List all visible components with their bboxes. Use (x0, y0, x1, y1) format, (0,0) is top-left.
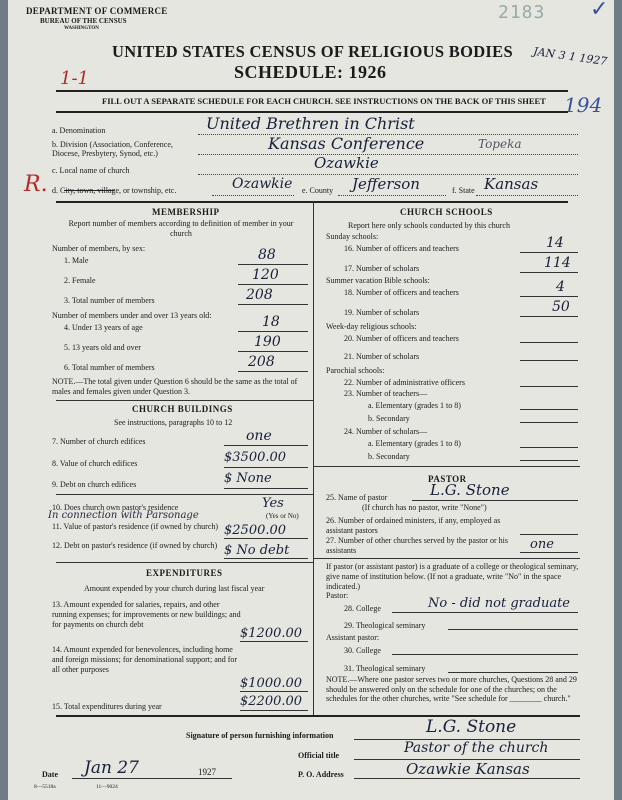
q28-value: No - did not graduate (428, 596, 570, 611)
q6-value: 208 (248, 354, 275, 370)
q8-label: 8. Value of church edifices (52, 459, 138, 468)
q19-value: 50 (552, 299, 570, 315)
q12-value: $ No debt (224, 543, 290, 558)
q25-label: 25. Name of pastor (326, 493, 388, 502)
graduate-note: If pastor (or assistant pastor) is a graduate of a college or theological seminary, give name of institution below. (If not a graduate, write "No" in the space indicated.) (326, 562, 579, 591)
q3-label: 3. Total number of members (64, 296, 155, 305)
signature-label: Signature of person furnishing information (186, 731, 334, 740)
q11-value: $2500.00 (224, 523, 287, 538)
division-line (198, 154, 578, 155)
q31-label: 31. Theological seminary (344, 664, 426, 673)
q10-label: 10. Does church own pastor's residence (52, 503, 179, 512)
membership-end-rule (56, 400, 313, 401)
q23b-line (520, 422, 578, 423)
q1-label: 1. Male (64, 256, 89, 265)
q12-label: 12. Debt on pastor's residence (if owned by church) (52, 541, 218, 550)
form-title: UNITED STATES CENSUS OF RELIGIOUS BODIES (112, 42, 513, 61)
q24-label: 24. Number of scholars— (344, 427, 428, 436)
church-name-value: Ozawkie (314, 154, 379, 172)
q5-value: 190 (254, 334, 281, 350)
official-title-label: Official title (298, 751, 340, 760)
city-line (212, 195, 294, 196)
q17-line (520, 272, 578, 273)
city-label: WASHINGTON (64, 26, 99, 31)
pastor-title: PASTOR (428, 474, 467, 484)
schools-title: CHURCH SCHOOLS (400, 207, 493, 217)
q4-line (238, 331, 308, 332)
review-mark-r: R. (24, 172, 48, 197)
q22-line (520, 386, 578, 387)
state-label: f. State (452, 186, 475, 195)
q8-value: $3500.00 (224, 450, 287, 465)
received-stamp: JAN 3 1 1927 (532, 44, 609, 69)
weekday-label: Week-day religious schools: (326, 322, 417, 331)
schools-intro: Report here only schools conducted by this church (348, 221, 510, 230)
division-note: Topeka (478, 137, 522, 151)
q9-label: 9. Debt on church edifices (52, 480, 137, 489)
census-form-page (8, 0, 614, 800)
q26-label: 26. Number of ordained ministers, if any, employed as assistant pastors (326, 516, 501, 535)
q2-label: 2. Female (64, 276, 96, 285)
q7-line (224, 445, 308, 446)
q17-label: 17. Number of scholars (344, 264, 420, 273)
q15-line (240, 710, 308, 711)
city-label-field: d. City, town, village, or township, etc. (52, 186, 177, 195)
pastor-label: Pastor: (326, 591, 349, 600)
q25-value: L.G. Stone (430, 481, 510, 499)
q28-label: 28. College (344, 604, 381, 613)
q21-line (520, 360, 578, 361)
q2-value: 120 (252, 267, 279, 283)
membership-title: MEMBERSHIP (152, 207, 220, 217)
bureau-label: BUREAU OF THE CENSUS (40, 17, 127, 25)
q19-label: 19. Number of scholars (344, 308, 420, 317)
q6-line (238, 371, 308, 372)
pastor-mid-rule (313, 558, 580, 559)
q5-line (238, 351, 308, 352)
parochial-label: Parochial schools: (326, 366, 385, 375)
date-label: Date (42, 770, 58, 779)
q11-line (224, 538, 308, 539)
schedule-title: SCHEDULE: 1926 (234, 62, 387, 82)
q27-line (520, 552, 578, 553)
q8-line (224, 467, 308, 468)
q11-label: 11. Value of pastor's residence (if owned by church) (52, 522, 219, 531)
q10-note: (Yes or No) (266, 512, 299, 520)
q10-scribble: In connection with Parsonage (48, 510, 199, 521)
division-value: Kansas Conference (268, 134, 425, 153)
q25-line (412, 500, 578, 501)
q18-label: 18. Number of officers and teachers (344, 288, 459, 297)
signature-value: L.G. Stone (426, 717, 517, 737)
q21-label: 21. Number of scholars (344, 352, 420, 361)
number-left: 1-1 (60, 68, 89, 89)
q25-note: (If church has no pastor, write "None") (362, 503, 487, 512)
q24b-label: b. Secondary (368, 452, 410, 461)
pastor-note: NOTE.—Where one pastor serves two or more churches, Questions 28 and 29 should be answered only on the schedule for one of the churches; on the schedules for the other churches, write "See schedule for ________ church." (326, 675, 577, 703)
membership-note: NOTE.—The total given under Question 6 should be the same as the total of males and females given under Question 3. (52, 377, 298, 396)
q16-line (520, 252, 578, 253)
q10-value: Yes (262, 496, 284, 511)
summer-label: Summer vacation Bible schools: (326, 276, 430, 285)
buildings-title: CHURCH BUILDINGS (132, 404, 233, 414)
q20-label: 20. Number of officers and teachers (344, 334, 459, 343)
q14-label: 14. Amount expended for benevolences, including home and foreign missions; for denominational support; and for all other purposes (52, 645, 238, 674)
q14-value: $1000.00 (240, 676, 303, 691)
county-label: e. County (302, 186, 334, 195)
expenditures-intro: Amount expended by your church during last fiscal year (84, 584, 265, 593)
q24a-line (520, 447, 578, 448)
q13-value: $1200.00 (240, 626, 303, 641)
schools-end-rule (313, 466, 580, 467)
q2-line (238, 284, 308, 285)
q23a-line (520, 409, 578, 410)
q13-label: 13. Amount expended for salaries, repairs, and other running expenses; for improvements or new buildings; and for payments on church debt (52, 600, 241, 629)
form-number: 8—5518a (34, 784, 56, 790)
q24a-label: a. Elementary (grades 1 to 8) (368, 439, 461, 448)
po-address-label: P. O. Address (298, 770, 344, 779)
members-by-sex: Number of members, by sex: (52, 244, 146, 253)
q28-line (392, 612, 578, 613)
form-number-secondary: 11—9024 (96, 784, 118, 790)
assistant-label: Assistant pastor: (326, 633, 380, 642)
column-divider (313, 201, 314, 715)
q14-line (240, 691, 308, 692)
q9-value: $ None (224, 471, 272, 486)
po-address-value: Ozawkie Kansas (406, 760, 530, 778)
q18-value: 4 (556, 279, 565, 295)
q3-line (238, 304, 308, 305)
q5-label: 5. 13 years old and over (64, 343, 141, 352)
q16-value: 14 (546, 235, 564, 251)
q20-line (520, 342, 578, 343)
buildings-end-rule (56, 494, 313, 495)
church-name-label: c. Local name of church (52, 166, 130, 175)
official-title-value: Pastor of the church (404, 740, 549, 756)
county-value: Jefferson (352, 175, 420, 193)
city-value: Ozawkie (232, 176, 293, 192)
q7-label: 7. Number of church edifices (52, 437, 146, 446)
q18-line (520, 296, 578, 297)
q30-label: 30. College (344, 646, 381, 655)
q15-label: 15. Total expenditures during year (52, 702, 162, 711)
q31-line (448, 672, 578, 673)
state-line (476, 195, 578, 196)
q6-label: 6. Total number of members (64, 363, 155, 372)
header-rule-bottom (56, 111, 568, 113)
section-rule (56, 201, 568, 203)
q15-value: $2200.00 (240, 694, 303, 709)
buildings-intro: See instructions, paragraphs 10 to 12 (114, 418, 233, 427)
q16-label: 16. Number of officers and teachers (344, 244, 459, 253)
struck-text-line (64, 190, 114, 191)
po-address-line (354, 778, 580, 779)
q29-label: 29. Theological seminary (344, 621, 426, 630)
expenditures-title: EXPENDITURES (146, 568, 223, 578)
parsonage-end-rule (56, 562, 313, 563)
date-year: 1927 (198, 767, 216, 777)
header-rule-top (56, 90, 568, 92)
state-value: Kansas (484, 175, 539, 193)
denomination-value: United Brethren in Christ (206, 114, 415, 133)
q23-label: 23. Number of teachers— (344, 389, 428, 398)
q1-line (238, 264, 308, 265)
q23b-label: b. Secondary (368, 414, 410, 423)
department-label: DEPARTMENT OF COMMERCE (26, 6, 168, 16)
q4-label: 4. Under 13 years of age (64, 323, 143, 332)
division-label: b. Division (Association, Conference, Diocese, Presbytery, Synod, etc.) (52, 140, 173, 158)
sunday-label: Sunday schools: (326, 232, 379, 241)
number-right: 194 (564, 93, 603, 117)
q30-line (392, 654, 578, 655)
date-value: Jan 27 (84, 758, 139, 778)
denomination-label: a. Denomination (52, 126, 106, 135)
q29-line (448, 629, 578, 630)
q23a-label: a. Elementary (grades 1 to 8) (368, 401, 461, 410)
q12-line (224, 558, 308, 559)
membership-intro: Report number of members according to definition of member in your church (68, 219, 294, 238)
q24b-line (520, 460, 578, 461)
q22-label: 22. Number of administrative officers (344, 378, 465, 387)
q19-line (520, 316, 578, 317)
age-intro: Number of members under and over 13 years old: (52, 311, 212, 320)
date-line (72, 778, 232, 779)
q4-value: 18 (262, 314, 280, 330)
q3-value: 208 (246, 287, 273, 303)
q1-value: 88 (258, 247, 276, 263)
check-mark-icon: ✓ (590, 0, 609, 21)
q7-value: one (246, 428, 272, 444)
q27-value: one (530, 537, 554, 552)
q17-value: 114 (544, 255, 571, 271)
q9-line (224, 488, 308, 489)
serial-number: 2183 (498, 2, 546, 23)
instructions-line: FILL OUT A SEPARATE SCHEDULE FOR EACH CHURCH. SEE INSTRUCTIONS ON THE BACK OF THIS SHEET (102, 96, 546, 106)
q13-line (240, 641, 308, 642)
q26-line (520, 534, 578, 535)
county-line (338, 195, 446, 196)
q27-label: 27. Number of other churches served by the pastor or his assistants (326, 536, 508, 555)
